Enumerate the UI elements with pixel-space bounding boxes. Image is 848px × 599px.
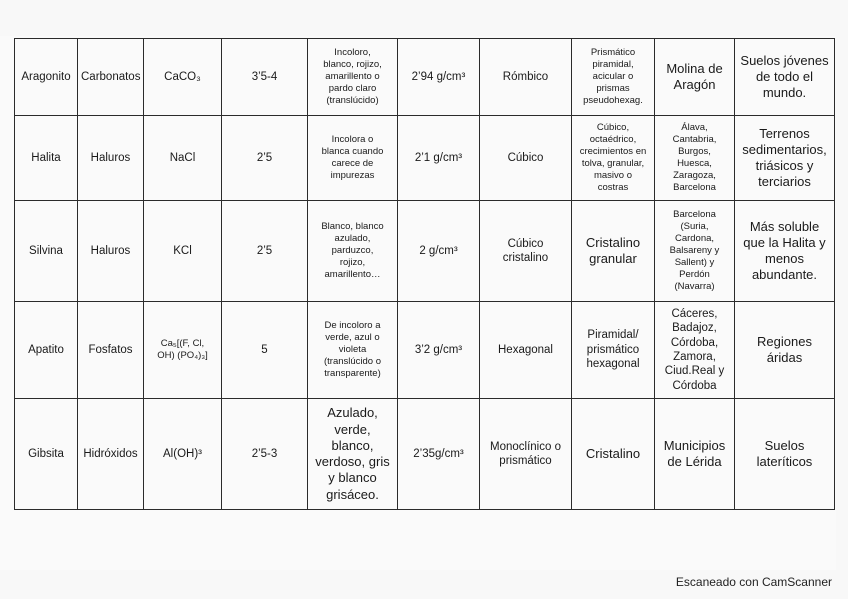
- notes-cell: Suelos jóvenes de todo el mundo.: [735, 39, 835, 116]
- density-cell: 2 g/cm³: [398, 201, 480, 302]
- crystal-system-cell: Rómbico: [480, 39, 572, 116]
- hardness-cell: 2’5: [222, 116, 308, 201]
- color-cell: Blanco, blanco azulado, parduzco, rojizo, amarillento…: [308, 201, 398, 302]
- density-cell: 2’94 g/cm³: [398, 39, 480, 116]
- mineral-name-cell: Halita: [15, 116, 78, 201]
- notes-cell: Regiones áridas: [735, 302, 835, 399]
- color-cell: Azulado, verde, blanco, verdoso, gris y blanco grisáceo.: [308, 399, 398, 510]
- color-cell: Incoloro, blanco, rojizo, amarillento o pardo claro (translúcido): [308, 39, 398, 116]
- mineral-name-cell: Silvina: [15, 201, 78, 302]
- hardness-cell: 3’5-4: [222, 39, 308, 116]
- crystal-system-cell: Hexagonal: [480, 302, 572, 399]
- minerals-table: [14, 38, 835, 510]
- mineral-group-cell: Haluros: [78, 201, 144, 302]
- habit-cell: Piramidal/ prismático hexagonal: [572, 302, 655, 399]
- scanner-watermark: Escaneado con CamScanner: [675, 575, 832, 589]
- density-cell: 2’1 g/cm³: [398, 116, 480, 201]
- mineral-group-cell: Haluros: [78, 116, 144, 201]
- notes-cell: Suelos lateríticos: [735, 399, 835, 510]
- mineral-group-cell: Fosfatos: [78, 302, 144, 399]
- formula-cell: KCl: [144, 201, 222, 302]
- notes-cell: Más soluble que la Halita y menos abundante.: [735, 201, 835, 302]
- table-row: [15, 116, 835, 201]
- mineral-name-cell: Apatito: [15, 302, 78, 399]
- density-cell: 2’35g/cm³: [398, 399, 480, 510]
- formula-cell: Ca₅[(F, Cl, OH) (PO₄)₃]: [144, 302, 222, 399]
- crystal-system-cell: Cúbico: [480, 116, 572, 201]
- formula-cell: CaCO₃: [144, 39, 222, 116]
- mineral-name-cell: Gibsita: [15, 399, 78, 510]
- hardness-cell: 2’5-3: [222, 399, 308, 510]
- mineral-group-cell: Carbonatos: [78, 39, 144, 116]
- formula-cell: NaCl: [144, 116, 222, 201]
- crystal-system-cell: Cúbico cristalino: [480, 201, 572, 302]
- density-cell: 3’2 g/cm³: [398, 302, 480, 399]
- color-cell: Incolora o blanca cuando carece de impurezas: [308, 116, 398, 201]
- habit-cell: Cristalino: [572, 399, 655, 510]
- hardness-cell: 5: [222, 302, 308, 399]
- habit-cell: Cristalino granular: [572, 201, 655, 302]
- location-cell: Álava, Cantabria, Burgos, Huesca, Zaragoza, Barcelona: [655, 116, 735, 201]
- mineral-group-cell: Hidróxidos: [78, 399, 144, 510]
- location-cell: Cáceres, Badajoz, Córdoba, Zamora, Ciud.Real y Córdoba: [655, 302, 735, 399]
- table-row: [15, 201, 835, 302]
- hardness-cell: 2’5: [222, 201, 308, 302]
- color-cell: De incoloro a verde, azul o violeta (translúcido o transparente): [308, 302, 398, 399]
- habit-cell: Cúbico, octaédrico, crecimientos en tolva, granular, masivo o costras: [572, 116, 655, 201]
- table-row: [15, 39, 835, 116]
- table-row: [15, 399, 835, 510]
- location-cell: Barcelona (Suria, Cardona, Balsareny y Sallent) y Perdón (Navarra): [655, 201, 735, 302]
- crystal-system-cell: Monoclínico o prismático: [480, 399, 572, 510]
- habit-cell: Prismático piramidal, acicular o prismas pseudohexag.: [572, 39, 655, 116]
- table-row: [15, 302, 835, 399]
- location-cell: Molina de Aragón: [655, 39, 735, 116]
- notes-cell: Terrenos sedimentarios, triásicos y terciarios: [735, 116, 835, 201]
- location-cell: Municipios de Lérida: [655, 399, 735, 510]
- mineral-name-cell: Aragonito: [15, 39, 78, 116]
- formula-cell: Al(OH)³: [144, 399, 222, 510]
